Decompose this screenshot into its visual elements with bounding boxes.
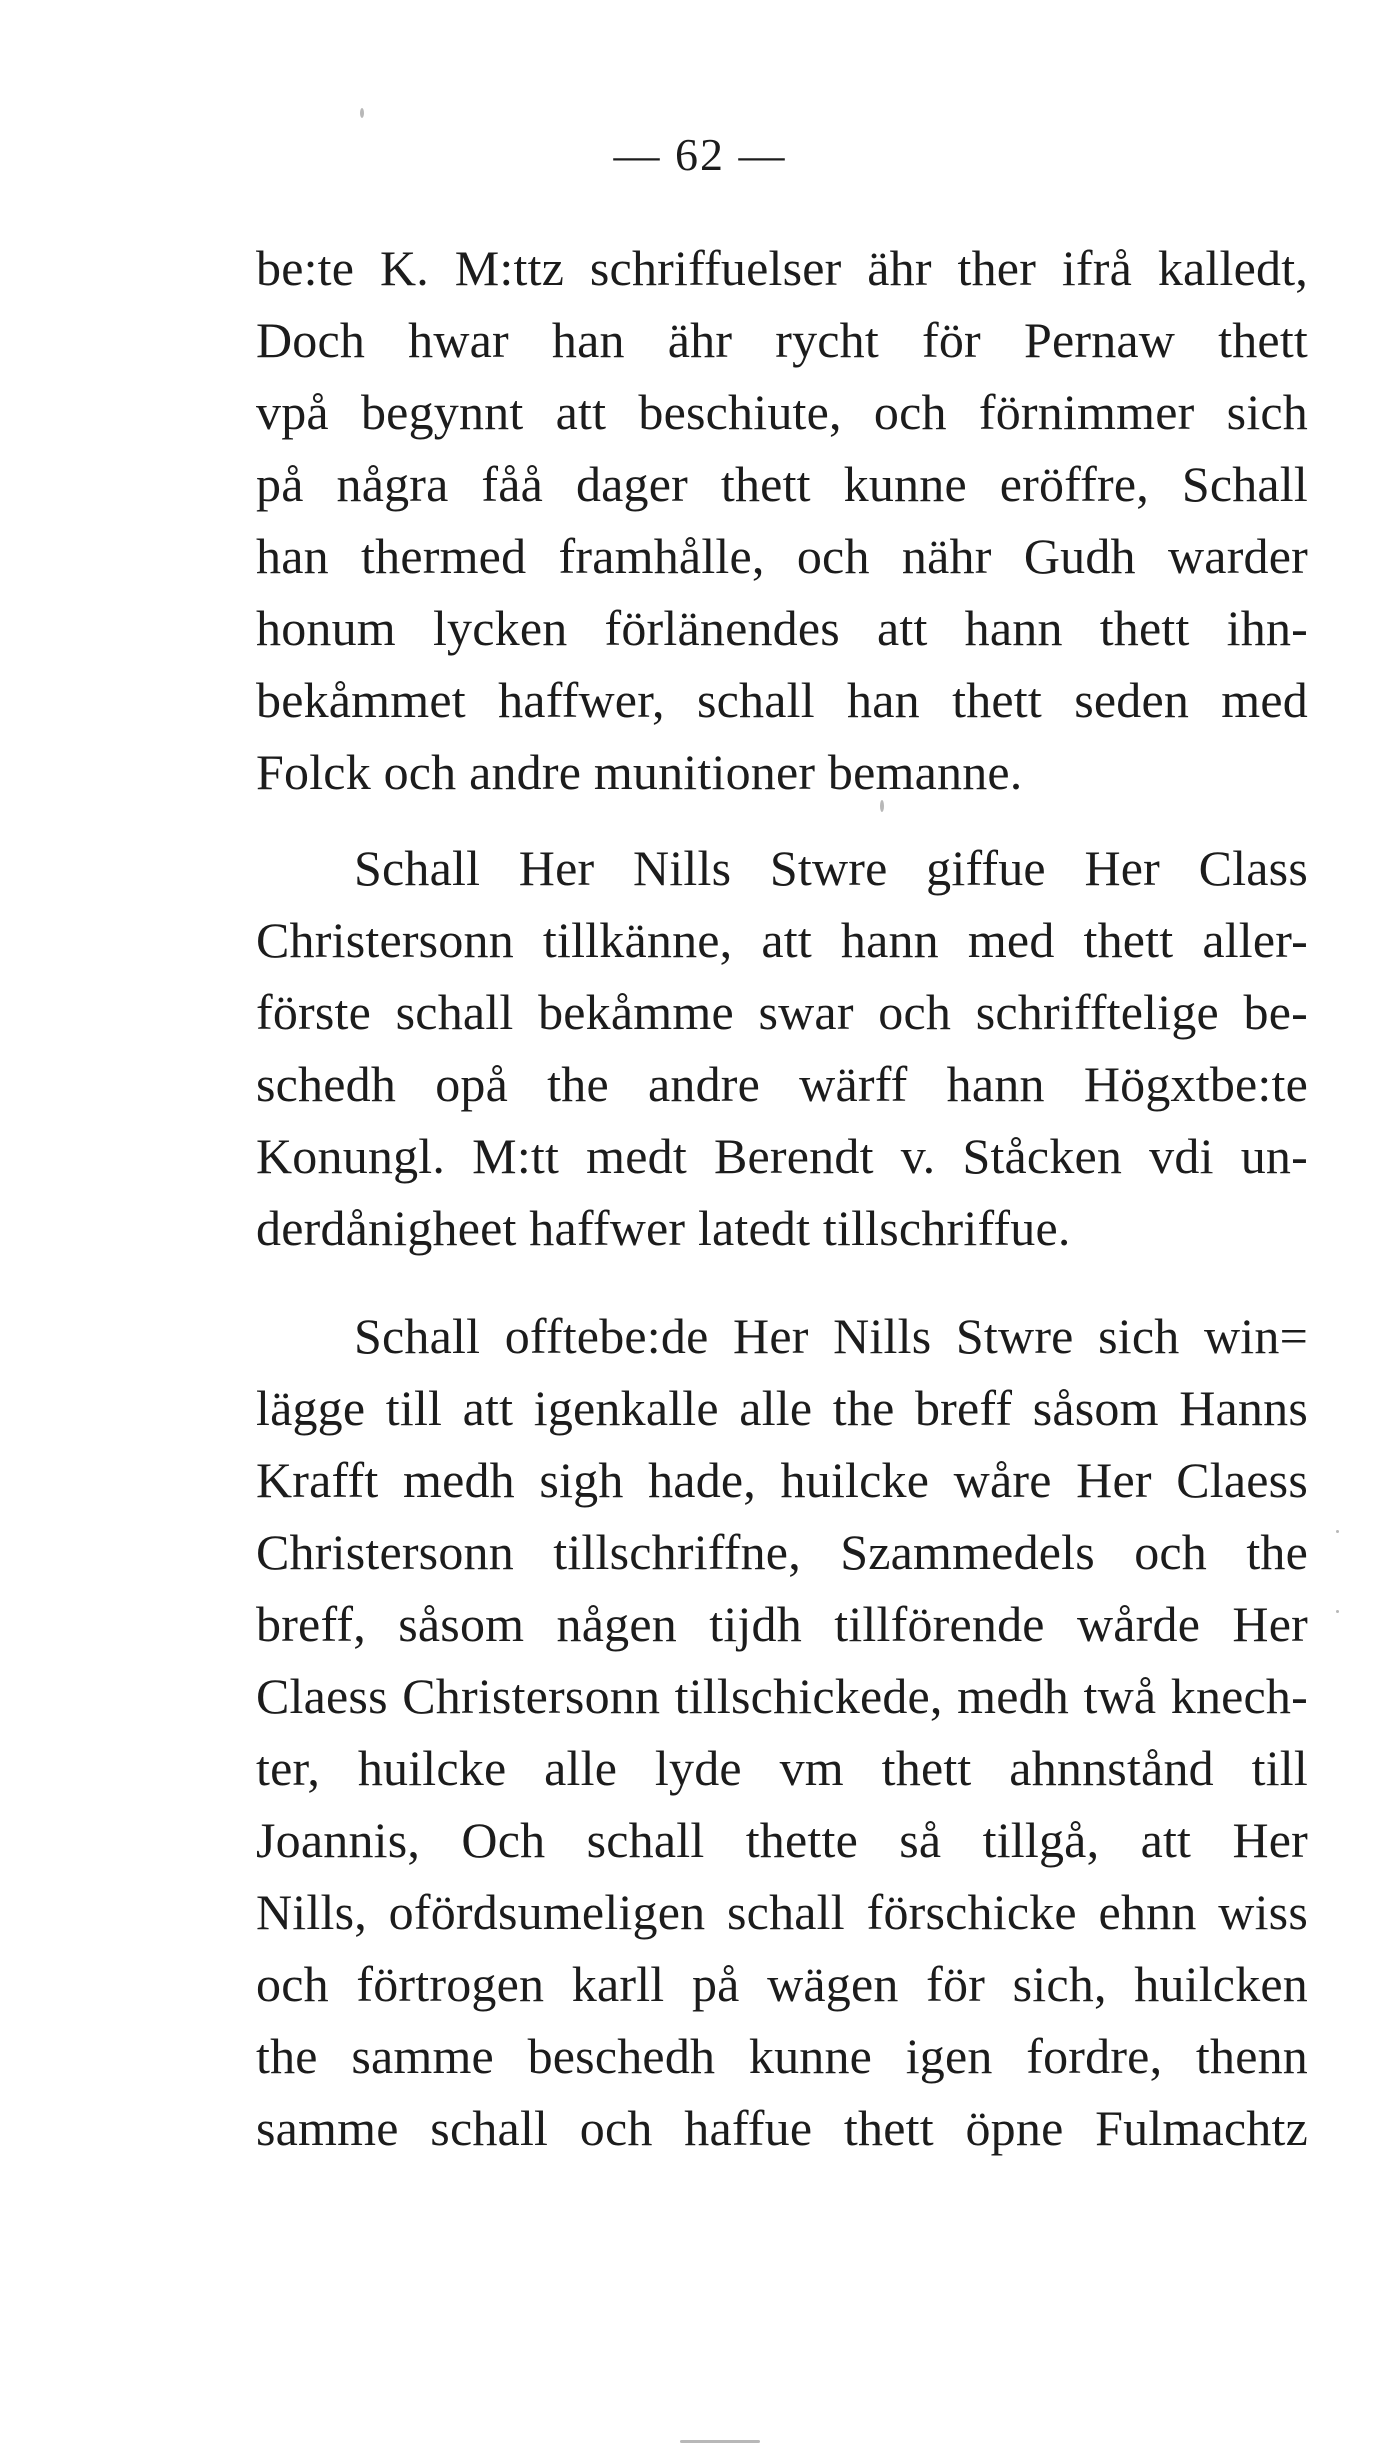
paper-speck <box>360 108 364 118</box>
text-line: Schall Her Nills Stwre giffue Her Class <box>354 840 1308 896</box>
text-line: the samme beschedh kunne igen fordre, thenn <box>256 2028 1308 2084</box>
text-line: Konungl. M:tt medt Berendt v. Ståcken vdi un- <box>256 1128 1308 1184</box>
paper-speck <box>880 800 884 812</box>
paragraph-1 <box>256 232 1308 808</box>
text-line: lägge till att igenkalle alle the breff såsom Hanns <box>256 1380 1308 1436</box>
text-line: vpå begynnt att beschiute, och förnimmer sich <box>256 384 1308 440</box>
text-line: schedh opå the andre wärff hann Högxtbe:te <box>256 1056 1308 1112</box>
paragraph-3 <box>256 1300 1308 2164</box>
text-line: Christersonn tillschriffne, Szammedels och the <box>256 1524 1308 1580</box>
paper-speck <box>1336 1610 1339 1613</box>
text-line: honum lycken förlänendes att hann thett ihn- <box>256 600 1308 656</box>
text-line: samme schall och haffue thett öpne Fulmachtz <box>256 2100 1308 2156</box>
text-line: Folck och andre munitioner bemanne. <box>256 744 1023 800</box>
text-line: Nills, ofördsumeligen schall förschicke ehnn wiss <box>256 1884 1308 1940</box>
text-line: bekåmmet haffwer, schall han thett seden med <box>256 672 1308 728</box>
text-line: Christersonn tillkänne, att hann med thett aller- <box>256 912 1308 968</box>
text-line: Claess Christersonn tillschickede, medh twå knech- <box>256 1668 1308 1724</box>
text-line: be:te K. M:ttz schriffuelser ähr ther ifrå kalledt, <box>256 240 1308 296</box>
text-line: derdånigheet haffwer latedt tillschriffue. <box>256 1200 1071 1256</box>
paragraph-2 <box>256 832 1308 1264</box>
text-line: på några fåå dager thett kunne eröffre, Schall <box>256 456 1308 512</box>
text-line: Krafft medh sigh hade, huilcke wåre Her Claess <box>256 1452 1308 1508</box>
text-line: han thermed framhålle, och nähr Gudh warder <box>256 528 1308 584</box>
text-line: Schall offtebe:de Her Nills Stwre sich win= <box>354 1308 1308 1364</box>
text-line: Joannis, Och schall thette så tillgå, att Her <box>256 1812 1308 1868</box>
text-line: Doch hwar han ähr rycht för Pernaw thett <box>256 312 1308 368</box>
paper-speck <box>680 2440 760 2443</box>
text-line: breff, såsom någen tijdh tillförende wårde Her <box>256 1596 1308 1652</box>
paper-speck <box>1336 1530 1339 1533</box>
text-line: och förtrogen karll på wägen för sich, huilcken <box>256 1956 1308 2012</box>
text-line: ter, huilcke alle lyde vm thett ahnnstånd till <box>256 1740 1308 1796</box>
text-line: förste schall bekåmme swar och schrifftelige be- <box>256 984 1308 1040</box>
page-number-header: — 62 — <box>613 129 787 180</box>
